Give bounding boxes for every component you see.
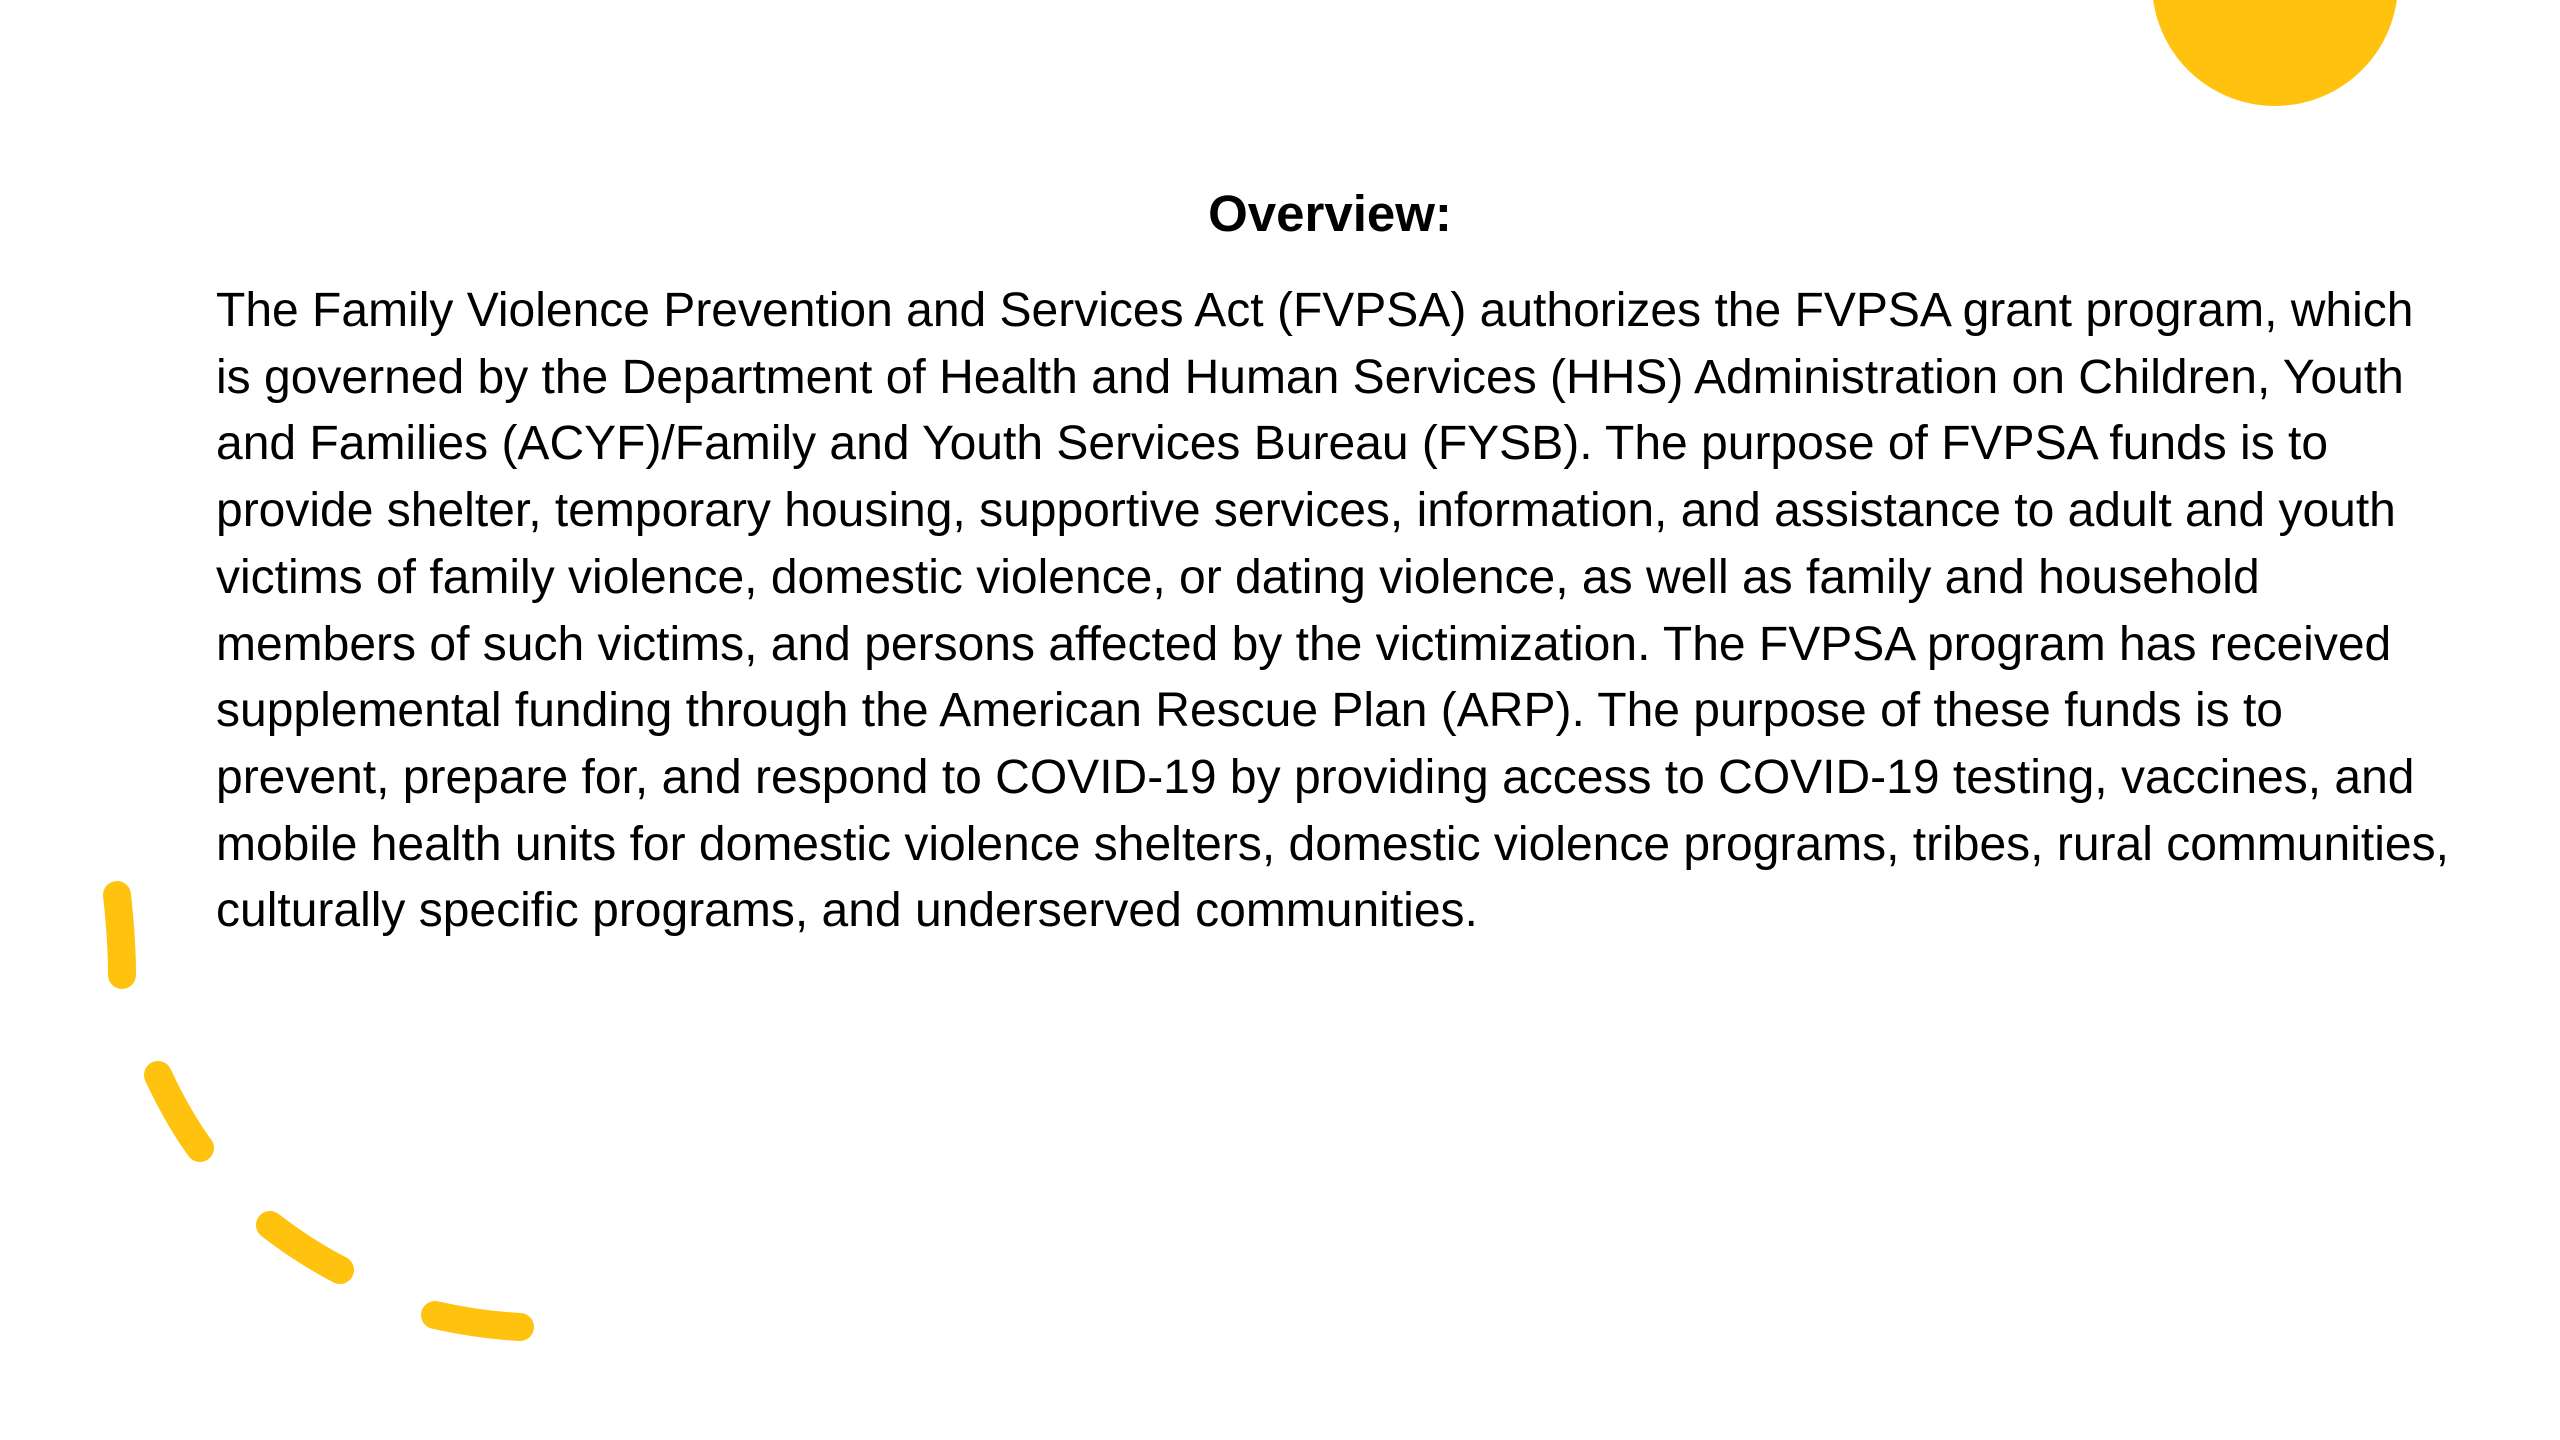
slide-title: Overview: bbox=[1208, 185, 1452, 242]
overview-paragraph: The Family Violence Prevention and Services Act (FVPSA) authorizes the FVPSA grant program, which is governed by the Department of Health and Human Services (HHS) Administration on Children, Youth and Families (ACYF)/Family and Youth Services Bureau (FYSB). The purpose of FVPSA funds is to provide shelter, temporary housing, supportive services, information, and assistance to adult and youth victims of family violence, domestic violence, or dating violence, as well as family and household members of such victims, and persons affected by the victimization. The FVPSA program has received supplemental funding through the American Rescue Plan (ARP). The purpose of these funds is to prevent, prepare for, and respond to COVID-19 by providing access to COVID-19 testing, vaccines, and mobile health units for domestic violence shelters, domestic violence programs, tribes, rural communities, culturally specific programs, and underserved communities. bbox=[216, 284, 2449, 938]
decorative-circle bbox=[2152, 0, 2398, 106]
